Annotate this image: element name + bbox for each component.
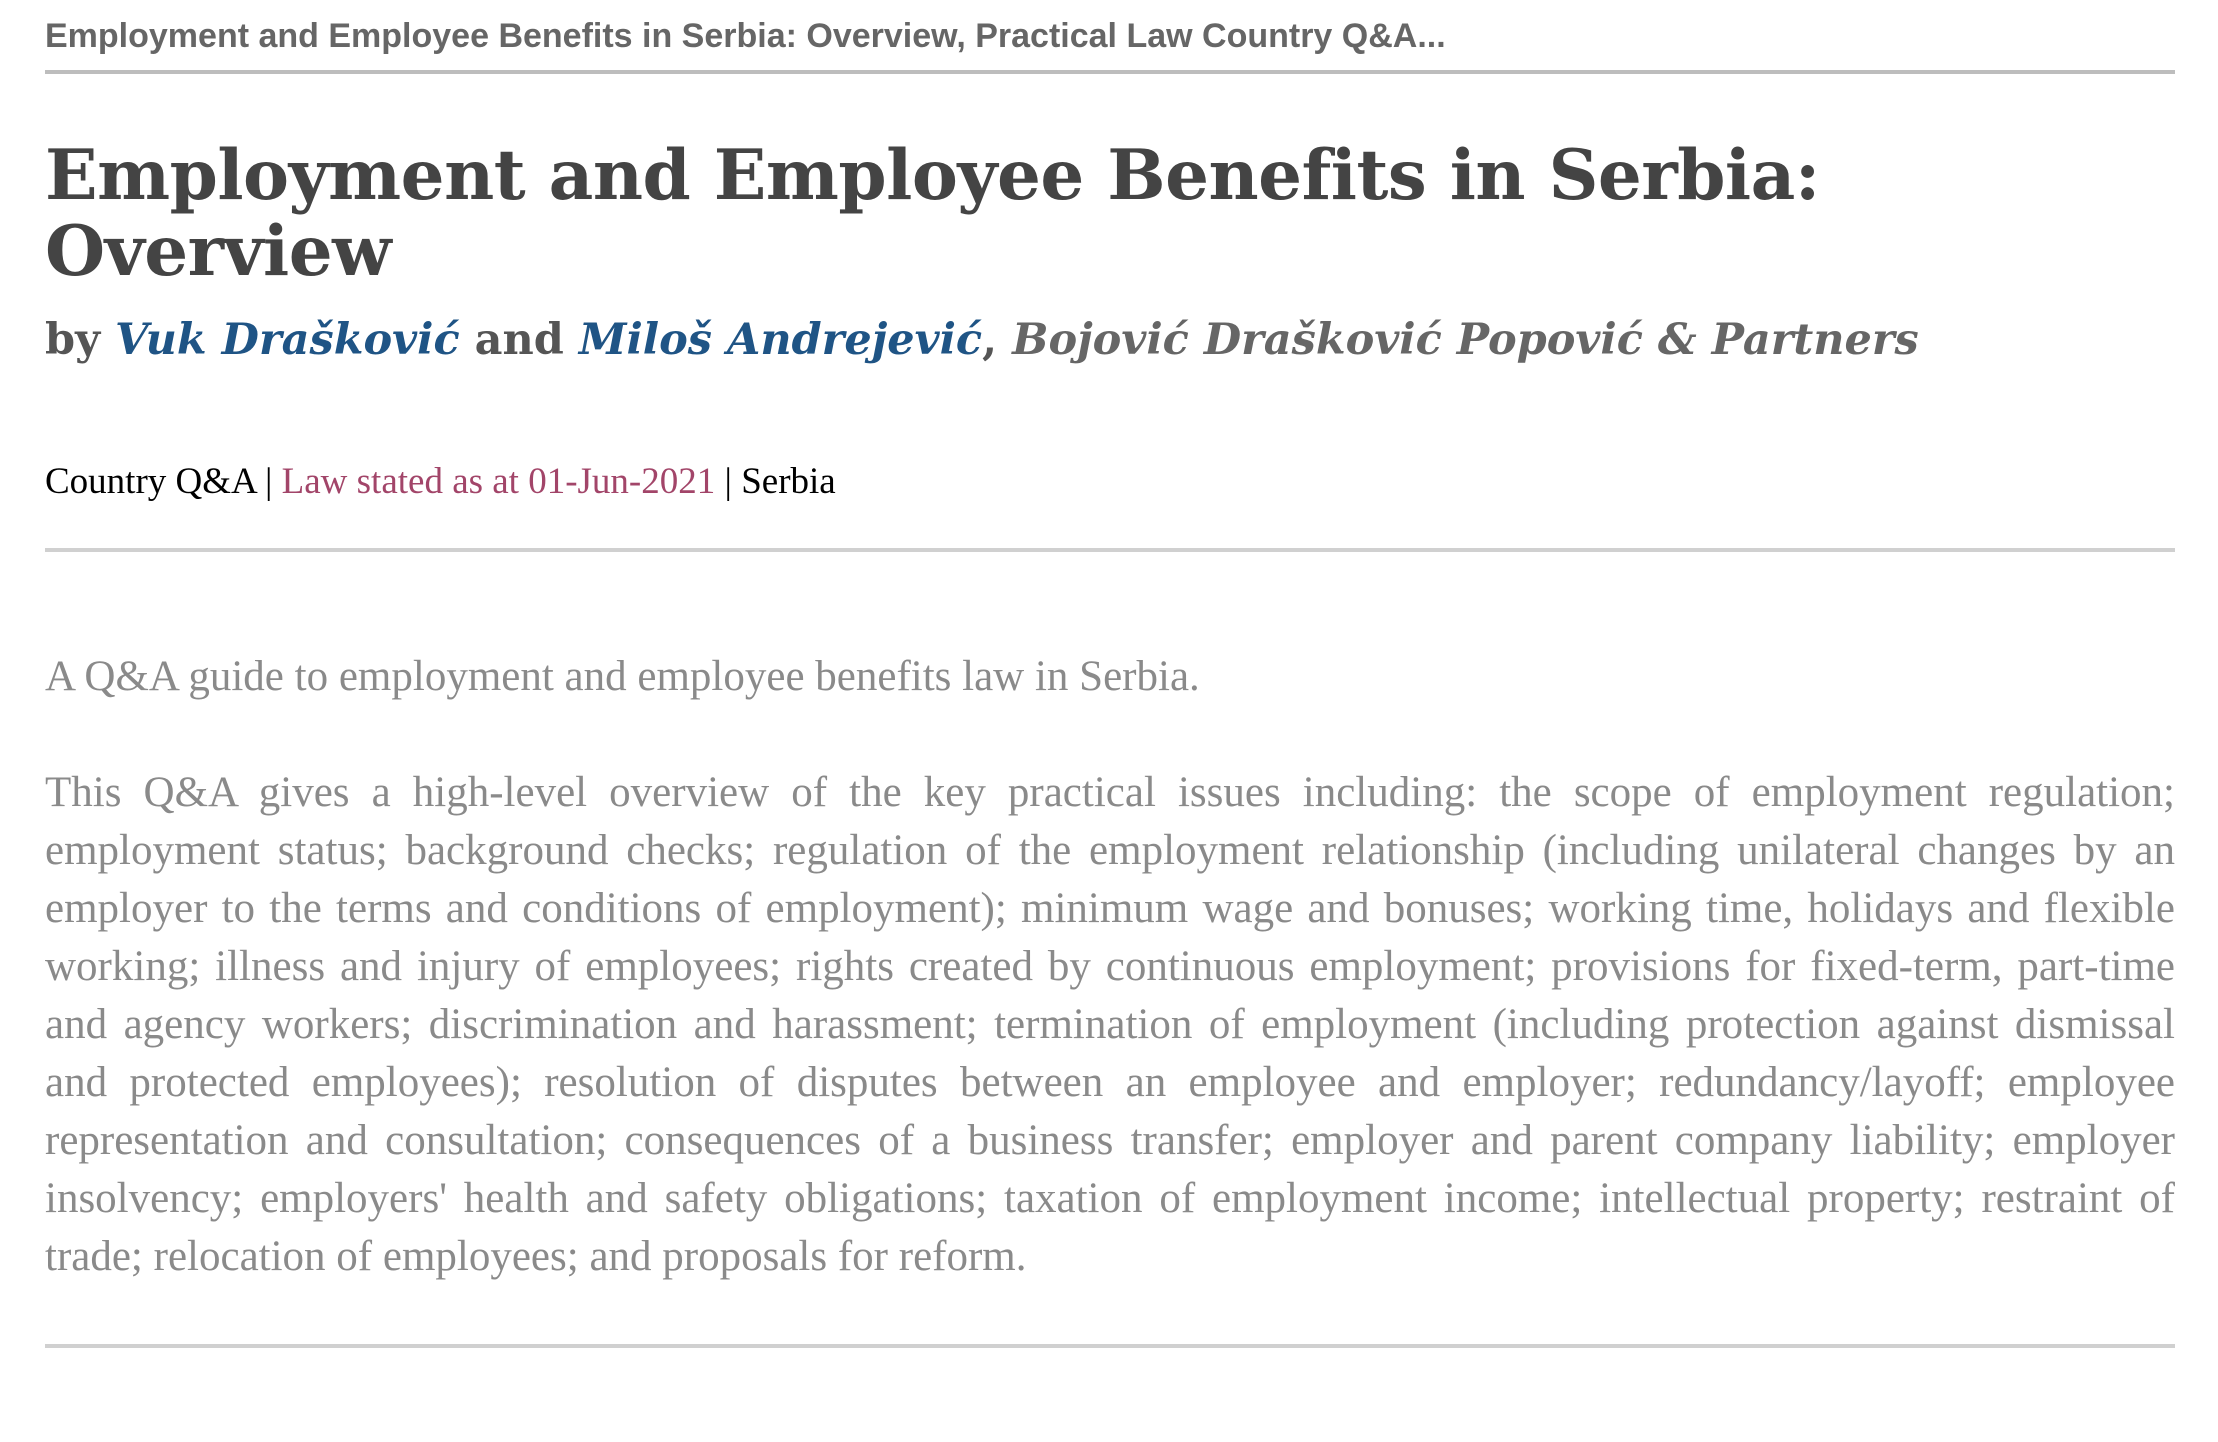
byline (45, 312, 2175, 368)
document-title: Employment and Employee Benefits in Serbia: Overview (45, 135, 1820, 292)
meta-divider: | (724, 461, 732, 502)
document-page (45, 0, 2175, 1348)
running-header: Employment and Employee Benefits in Serbia: Overview, Practical Law Country Q&A... (45, 0, 2175, 74)
law-firm-name: Bojović Drašković Popović & Partners (1012, 315, 1919, 365)
resource-type: Country Q&A (45, 461, 256, 502)
abstract-paragraph: This Q&A gives a high-level overview of the key practical issues including: the scope of employment regulation; employment status; background checks; regulation of the employment relationship (including unilateral changes by an employer to the terms and conditions of employment); minimum wage and bonuses; working time, holidays and flexible working; illness and injury of employees; rights created by continuous employment; provisions for fixed-term, part-time and agency workers; discrimination and harassment; termination of employment (including protection against dismissal and protected employees); resolution of disputes between an employee and employer; redundancy/layoff; employee representation and consultation; consequences of a business transfer; employer and parent company liability; employer insolvency; employers' health and safety obligations; taxation of employment income; intellectual property; restraint of trade; relocation of employees; and proposals for reform. (45, 769, 2175, 1280)
divider (45, 548, 2175, 552)
document-meta (45, 460, 2175, 504)
byline-prefix: by (45, 315, 101, 365)
author-link-vuk-draskovic[interactable]: Vuk Drašković (115, 315, 460, 365)
intro-paragraph: A Q&A guide to employment and employee benefits law in Serbia. (45, 653, 1200, 700)
divider (45, 1344, 2175, 1348)
byline-separator: , (982, 315, 998, 365)
author-link-milos-andrejevic[interactable]: Miloš Andrejević (578, 315, 983, 365)
byline-conjunction: and (474, 315, 564, 365)
jurisdiction: Serbia (741, 461, 836, 502)
meta-divider: | (264, 461, 273, 502)
law-stated-date: Law stated as at 01-Jun-2021 (281, 461, 716, 502)
